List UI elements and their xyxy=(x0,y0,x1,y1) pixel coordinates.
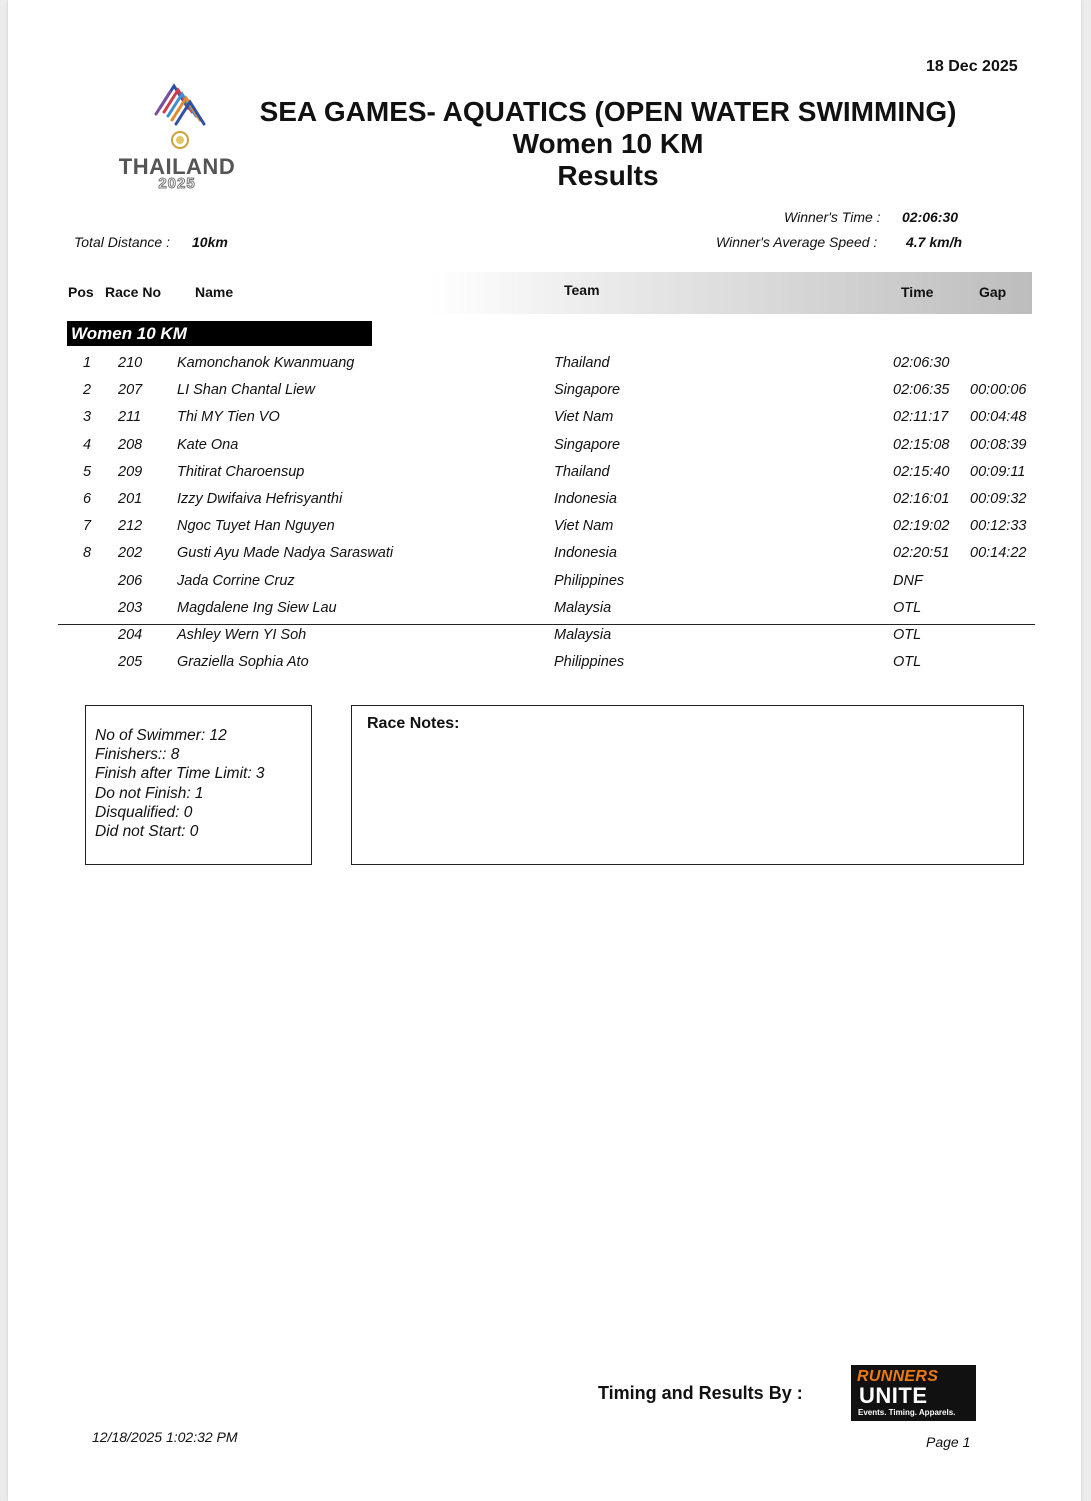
cell-time: 02:06:35 xyxy=(893,382,950,399)
winner-speed-label: Winner's Average Speed : xyxy=(716,234,878,250)
cell-time: OTL xyxy=(893,627,922,643)
cell-team: Philippines xyxy=(554,654,625,671)
table-row xyxy=(8,518,1081,545)
cell-race-no: 211 xyxy=(118,409,142,426)
table-header xyxy=(60,272,1032,314)
cell-time: 02:11:17 xyxy=(893,409,949,426)
cell-gap: 00:08:39 xyxy=(970,436,1027,453)
cell-team: Singapore xyxy=(554,382,621,399)
results-page xyxy=(8,0,1081,1501)
table-row xyxy=(8,355,1081,382)
cell-race-no: 209 xyxy=(118,463,143,480)
cell-time: OTL xyxy=(893,654,922,671)
cell-team: Philippines xyxy=(554,572,625,589)
table-row xyxy=(8,627,1081,654)
cell-pos: 5 xyxy=(83,463,92,480)
cell-team: Viet Nam xyxy=(554,518,614,535)
runners-unite-logo xyxy=(851,1365,976,1421)
table-row xyxy=(8,654,1081,681)
cell-race-no: 204 xyxy=(118,627,143,643)
cell-gap: 00:14:22 xyxy=(970,545,1027,562)
cell-name: Graziella Sophia Ato xyxy=(177,654,309,671)
table-row xyxy=(8,545,1081,572)
col-team: Team xyxy=(564,282,600,298)
table-row xyxy=(8,382,1081,409)
cutoff-divider xyxy=(58,624,1035,625)
cell-name: Magdalene Ing Siew Lau xyxy=(177,599,337,616)
cell-team: Malaysia xyxy=(554,599,612,616)
col-pos: Pos xyxy=(68,284,94,300)
cell-team: Indonesia xyxy=(554,491,617,507)
col-name: Name xyxy=(195,284,234,300)
stat-dns: Did not Start: 0 xyxy=(95,823,199,841)
section-title: Women 10 KM xyxy=(67,321,372,346)
cell-name: Izzy Dwifaiva Hefrisyanthi xyxy=(177,491,343,507)
cell-time: 02:06:30 xyxy=(893,355,950,371)
cell-name: Ngoc Tuyet Han Nguyen xyxy=(177,518,335,535)
logo-runners-text: RUNNERS xyxy=(857,1368,939,1385)
cell-name: Kate Ona xyxy=(177,436,239,453)
cell-race-no: 210 xyxy=(118,355,143,371)
cell-time: OTL xyxy=(893,599,922,616)
cell-team: Singapore xyxy=(554,436,621,453)
winner-speed-value: 4.7 km/h xyxy=(906,234,963,250)
page-title: SEA GAMES- AQUATICS (OPEN WATER SWIMMING) xyxy=(259,96,957,127)
stat-swimmers: No of Swimmer: 12 xyxy=(95,727,227,744)
report-date: 18 Dec 2025 xyxy=(926,58,1018,75)
total-distance-label: Total Distance : xyxy=(74,234,170,250)
table-row xyxy=(8,409,1081,436)
logo-tagline: Events. Timing. Apparels. xyxy=(858,1408,956,1417)
stat-dnf: Do not Finish: 1 xyxy=(95,784,204,802)
cell-time: 02:20:51 xyxy=(893,545,950,562)
page-number: Page 1 xyxy=(926,1434,971,1450)
cell-team: Thailand xyxy=(554,463,610,480)
stat-finishers: Finishers:: 8 xyxy=(95,746,180,764)
race-notes-label: Race Notes: xyxy=(367,715,460,732)
printed-timestamp: 12/18/2025 1:02:32 PM xyxy=(92,1429,238,1445)
col-time: Time xyxy=(901,284,934,300)
table-row xyxy=(8,437,1081,464)
cell-name: Ashley Wern YI Soh xyxy=(177,627,307,643)
cell-race-no: 201 xyxy=(118,491,143,507)
cell-team: Indonesia xyxy=(554,545,617,562)
cell-time: 02:15:08 xyxy=(893,436,950,453)
cell-name: Kamonchanok Kwanmuang xyxy=(177,355,355,371)
event-subtitle: Women 10 KM xyxy=(512,128,704,159)
cell-team: Thailand xyxy=(554,355,610,371)
cell-race-no: 205 xyxy=(118,654,143,671)
cell-pos: 3 xyxy=(83,409,92,426)
cell-time: DNF xyxy=(893,572,923,589)
cell-gap: 00:12:33 xyxy=(970,518,1027,535)
stat-time-limit: Finish after Time Limit: 3 xyxy=(95,765,265,783)
cell-pos: 1 xyxy=(83,355,92,371)
cell-name: Thitirat Charoensup xyxy=(177,463,305,480)
race-notes-box xyxy=(351,705,1024,865)
cell-race-no: 207 xyxy=(118,382,143,399)
stats-box xyxy=(85,705,312,865)
cell-time: 02:16:01 xyxy=(893,491,950,507)
cell-pos: 2 xyxy=(83,382,92,399)
logo-year-text: 2025 xyxy=(158,175,196,192)
cell-race-no: 202 xyxy=(118,545,143,562)
cell-time: 02:15:40 xyxy=(893,463,950,480)
timing-label: Timing and Results By : xyxy=(598,1383,803,1403)
logo-country-text: THAILAND xyxy=(118,154,236,179)
winner-time-label: Winner's Time : xyxy=(784,209,881,225)
table-row xyxy=(8,464,1081,491)
cell-race-no: 212 xyxy=(118,518,143,535)
cell-gap: 00:09:32 xyxy=(970,491,1027,507)
table-row xyxy=(8,491,1081,518)
table-row xyxy=(8,600,1081,627)
cell-race-no: 203 xyxy=(118,599,143,616)
cell-team: Malaysia xyxy=(554,627,612,643)
cell-pos: 4 xyxy=(83,436,92,453)
cell-pos: 8 xyxy=(83,545,92,562)
total-distance-value: 10km xyxy=(192,234,228,250)
winner-time-value: 02:06:30 xyxy=(902,209,959,225)
cell-time: 02:19:02 xyxy=(893,518,950,535)
stat-disqualified: Disqualified: 0 xyxy=(95,803,193,821)
cell-gap: 00:00:06 xyxy=(970,382,1027,399)
cell-race-no: 206 xyxy=(118,572,143,589)
col-gap: Gap xyxy=(979,284,1007,300)
cell-pos: 7 xyxy=(83,518,92,535)
cell-gap: 00:04:48 xyxy=(970,409,1027,426)
cell-name: LI Shan Chantal Liew xyxy=(177,382,315,399)
logo-unite-text: UNITE xyxy=(859,1383,928,1408)
results-subtitle: Results xyxy=(557,160,659,191)
cell-team: Viet Nam xyxy=(554,409,614,426)
cell-gap: 00:09:11 xyxy=(970,463,1026,480)
cell-name: Jada Corrine Cruz xyxy=(177,572,295,589)
cell-name: Thi MY Tien VO xyxy=(177,409,280,426)
cell-pos: 6 xyxy=(83,491,92,507)
table-row xyxy=(8,573,1081,600)
cell-race-no: 208 xyxy=(118,436,143,453)
cell-name: Gusti Ayu Made Nadya Saraswati xyxy=(177,545,394,562)
col-race-no: Race No xyxy=(105,284,162,300)
